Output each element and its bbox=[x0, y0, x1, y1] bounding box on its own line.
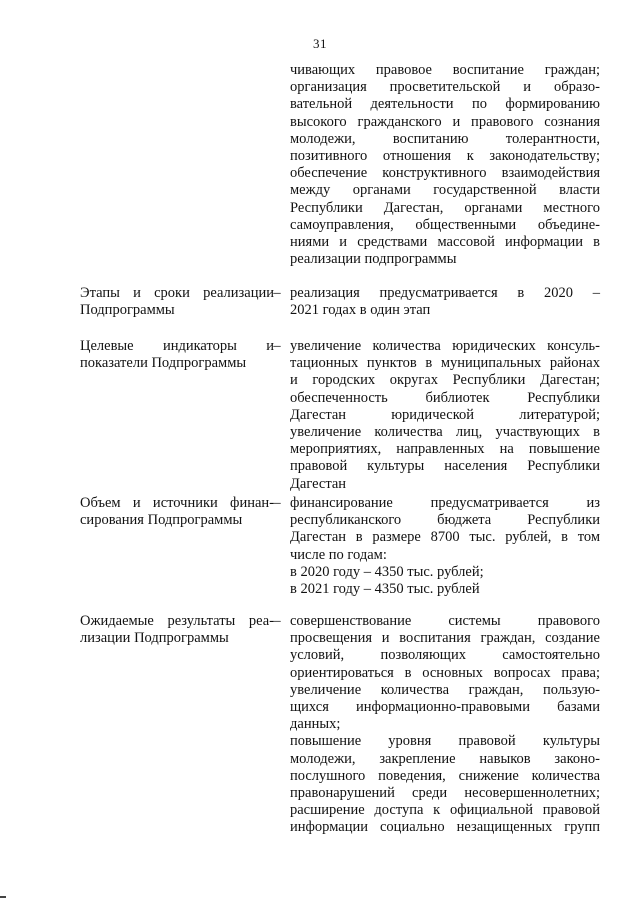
text-line: реализации подпрограммы bbox=[290, 251, 457, 268]
text-line: республиканского бюджета Республики bbox=[290, 512, 600, 529]
text-line: расширение доступа к официальной правовой bbox=[290, 802, 600, 819]
text-line: в 2021 году – 4350 тыс. рублей bbox=[290, 581, 480, 598]
label-line: Подпрограммы bbox=[80, 302, 175, 319]
row-content bbox=[290, 338, 600, 493]
text-line: и городских округах Республики Дагестан; bbox=[290, 372, 600, 389]
text-line: щихся информационно-правовыми базами bbox=[290, 699, 600, 716]
label-line: Ожидаемые результаты реа- bbox=[80, 613, 274, 629]
text-line: ниями и средствами массовой информации в bbox=[290, 234, 600, 251]
row-content bbox=[290, 285, 600, 319]
text-line: Дагестан bbox=[290, 475, 347, 492]
text-line: правовой культуры населения Республики bbox=[290, 458, 600, 475]
scan-edge-mark bbox=[0, 896, 6, 898]
label-line: Целевые индикаторы и bbox=[80, 338, 274, 354]
text-line: тационных пунктов в муниципальных районах bbox=[290, 355, 600, 372]
text-line: организация просветительской и образо- bbox=[290, 79, 600, 96]
row-label bbox=[80, 285, 274, 319]
text-line: Дагестан юридической литературой; bbox=[290, 406, 600, 423]
row-dash: – bbox=[273, 285, 281, 301]
text-line: высокого гражданского и правового сознания bbox=[290, 113, 600, 130]
row-dash: – bbox=[273, 338, 281, 354]
label-line: показатели Подпрограммы bbox=[80, 355, 247, 372]
text-line: обеспечение конструктивного взаимодействия bbox=[290, 165, 600, 182]
text-line: между органами государственной власти bbox=[290, 182, 600, 199]
text-line: увеличение количества лиц, участвующих в bbox=[290, 424, 600, 441]
text-line: условий, позволяющих самостоятельно bbox=[290, 647, 600, 664]
label-line: Объем и источники финан- bbox=[80, 495, 274, 511]
text-line: послушного поведения, снижение количества bbox=[290, 767, 600, 784]
page-number: 31 bbox=[313, 36, 327, 51]
text-line: 2021 годах в один этап bbox=[290, 302, 431, 319]
text-line: увеличение количества граждан, пользую- bbox=[290, 681, 600, 698]
text-line: Республики Дагестан, органами местного bbox=[290, 199, 600, 216]
text-line: самоуправления, общественными объедине- bbox=[290, 216, 600, 233]
text-line: молодежи, закрепление навыков законо- bbox=[290, 750, 600, 767]
text-line: чивающих правовое воспитание граждан; bbox=[290, 62, 600, 78]
text-line: финансирование предусматривается из bbox=[290, 495, 600, 511]
text-line: молодежи, воспитанию толерантности, bbox=[290, 130, 600, 147]
text-line: правонарушений среди несовершеннолетних; bbox=[290, 785, 600, 802]
row-dash: – bbox=[273, 495, 281, 511]
row-dash: – bbox=[273, 613, 281, 629]
label-line: лизации Подпрограммы bbox=[80, 630, 229, 647]
text-line: обеспеченность библиотек Республики bbox=[290, 389, 600, 406]
text-line: данных; bbox=[290, 716, 341, 733]
row-content bbox=[290, 495, 600, 598]
text-line: мероприятиях, направленных на повышение bbox=[290, 441, 600, 458]
label-line: Этапы и сроки реализации bbox=[80, 285, 274, 301]
text-line: повышение уровня правовой культуры bbox=[290, 733, 600, 750]
text-line: ориентироваться в основных вопросах права; bbox=[290, 664, 600, 681]
row-content bbox=[290, 613, 600, 837]
text-line: просвещения и воспитания граждан, создание bbox=[290, 630, 600, 647]
row-label bbox=[80, 613, 274, 647]
row-label bbox=[80, 495, 274, 529]
text-line: позитивного отношения к законодательству; bbox=[290, 148, 600, 165]
text-line: увеличение количества юридических консуль- bbox=[290, 338, 600, 354]
text-line: в 2020 году – 4350 тыс. рублей; bbox=[290, 563, 484, 580]
text-line: Дагестан в размере 8700 тыс. рублей, в том bbox=[290, 529, 600, 546]
intro-content bbox=[290, 62, 600, 268]
text-line: вательной деятельности по формированию bbox=[290, 96, 600, 113]
text-line: реализация предусматривается в 2020 – bbox=[290, 285, 600, 301]
row-label bbox=[80, 338, 274, 372]
text-line: совершенствование системы правового bbox=[290, 613, 600, 629]
text-line: числе по годам: bbox=[290, 546, 387, 563]
label-line: сирования Подпрограммы bbox=[80, 512, 243, 529]
text-line: информации социально незащищенных групп bbox=[290, 819, 600, 836]
